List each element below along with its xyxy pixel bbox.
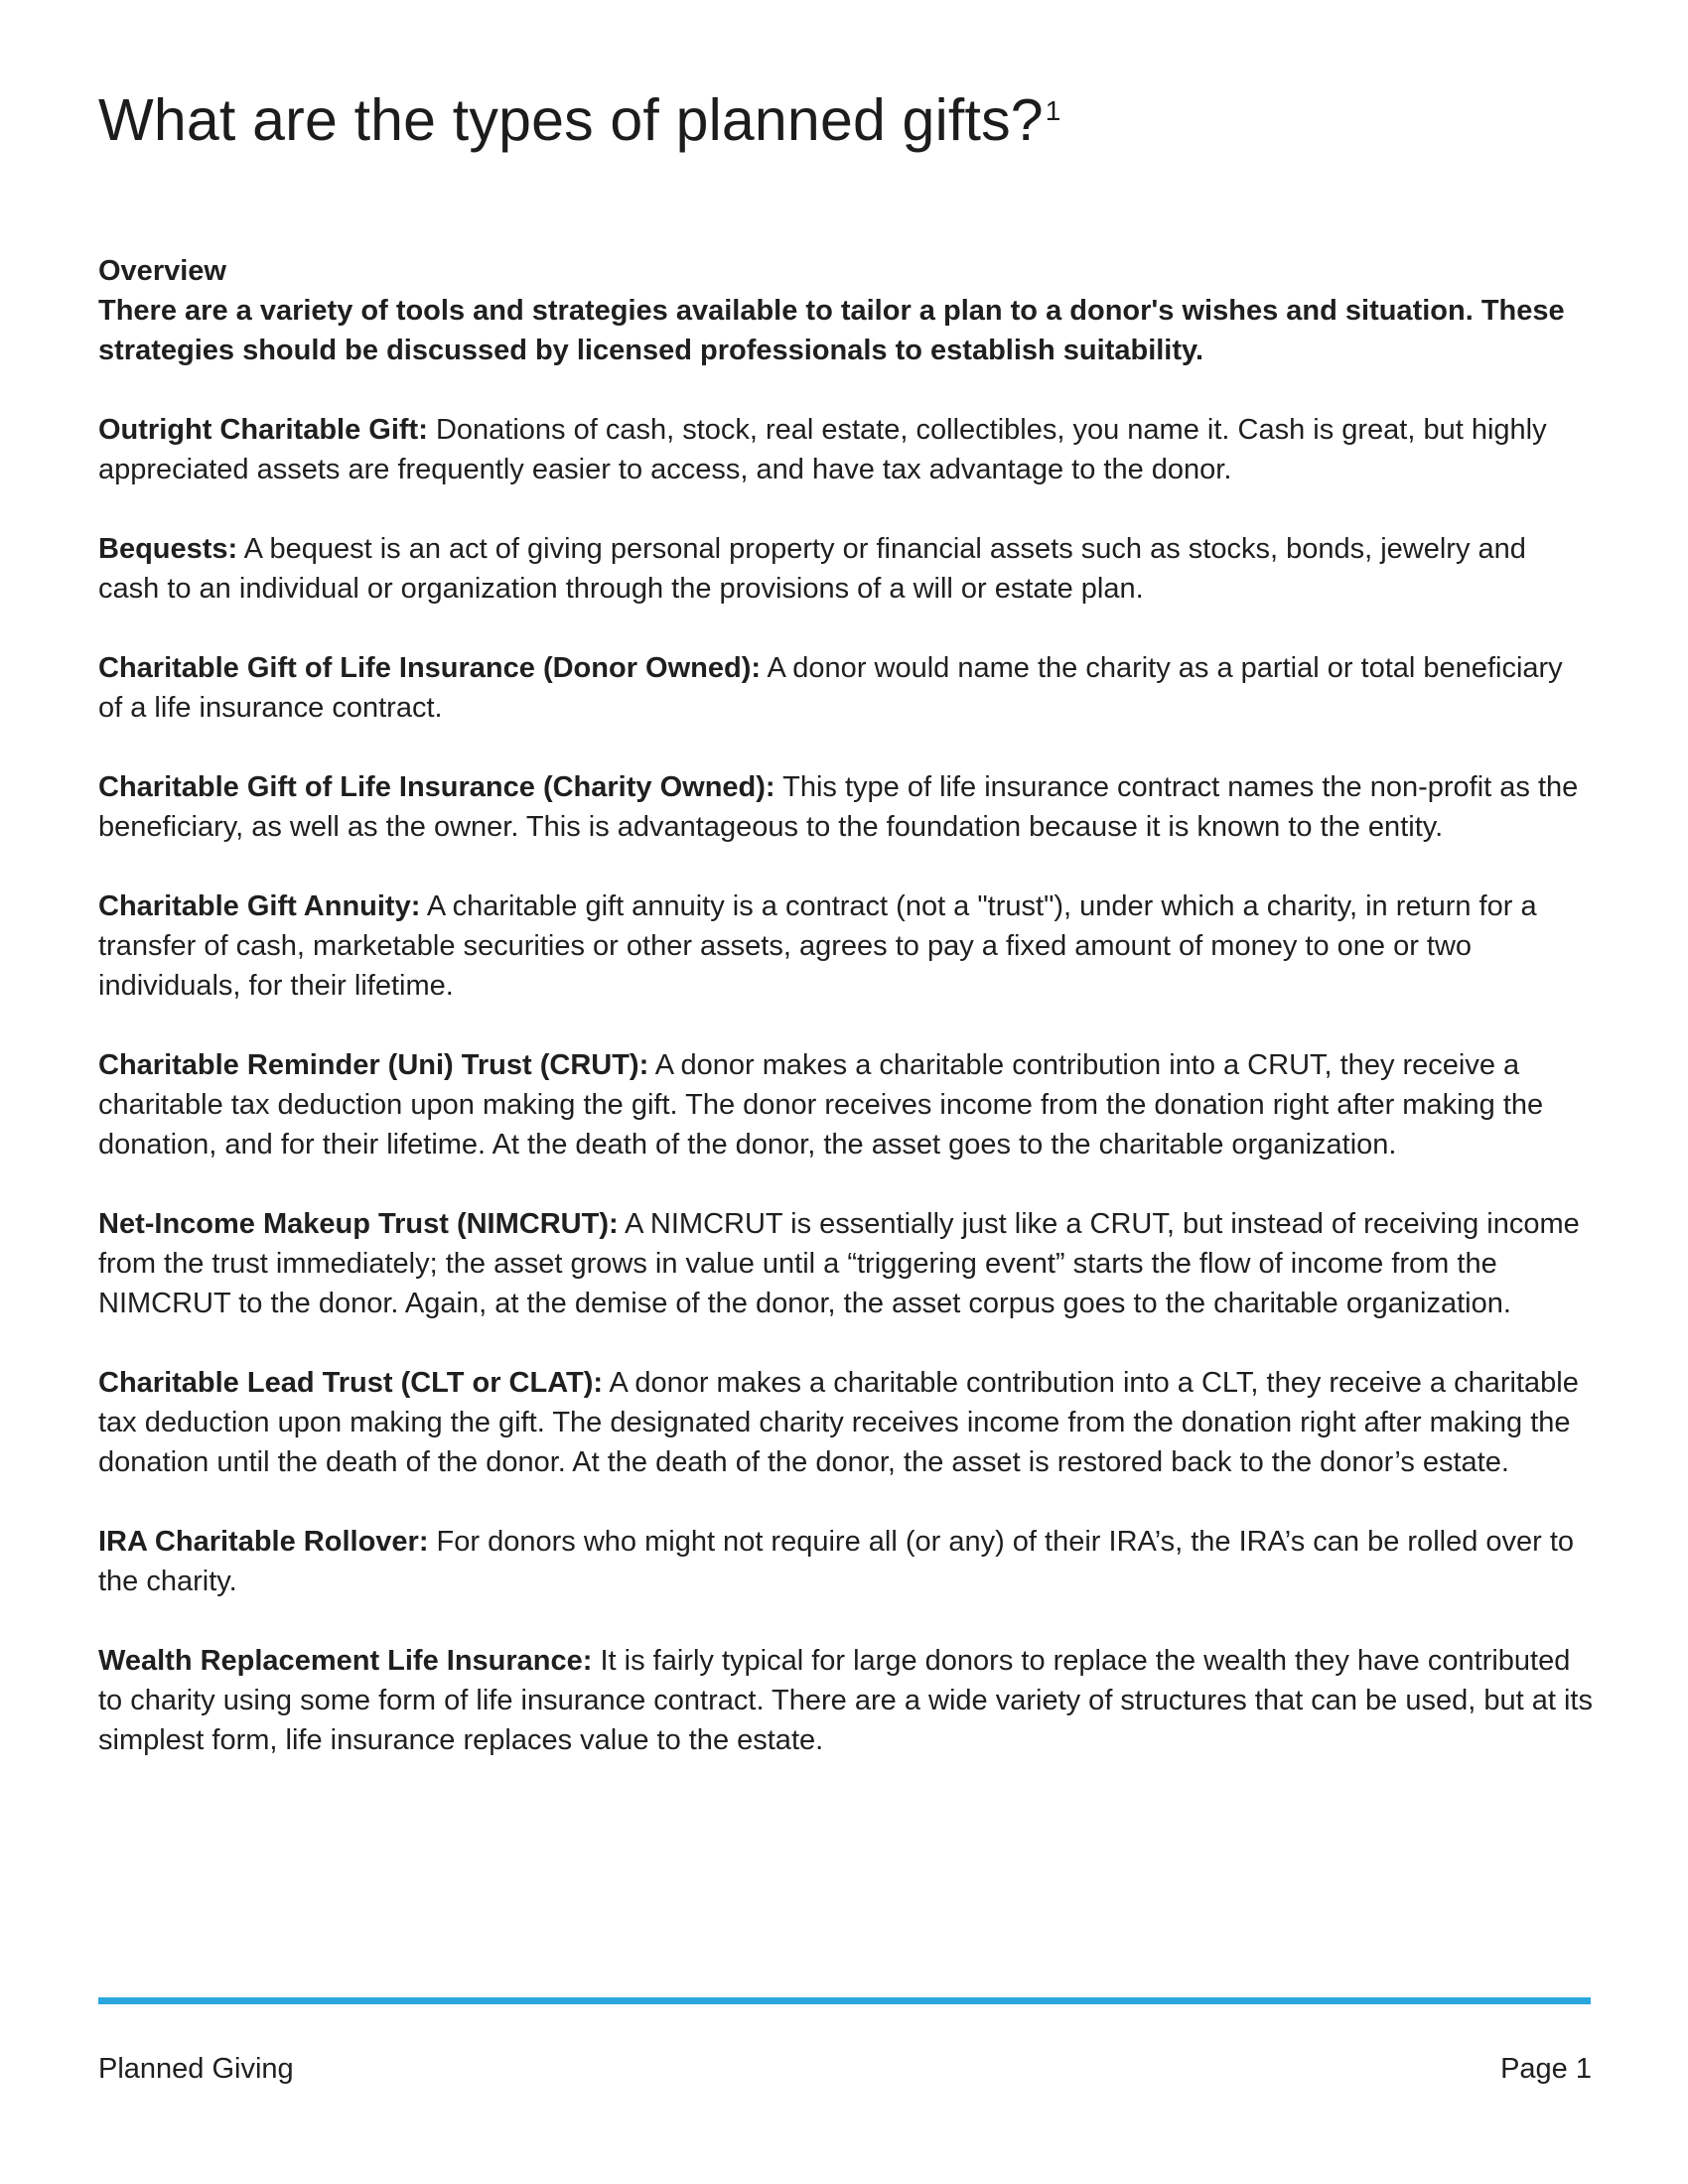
overview-heading: Overview	[98, 255, 226, 287]
gift-clt	[98, 1363, 1593, 1482]
gift-description: It is fairly typical for large donors to replace the wealth they have contributed to charity using some form of life insurance contract. There are a wide variety of structures that can be used, but at its simplest form, life insurance replaces value to the estate.	[98, 1645, 1593, 1756]
gift-description: A charitable gift annuity is a contract (not a "trust"), under which a charity, in return for a transfer of cash, marketable securities or other assets, agrees to pay a fixed amount of money to one or two individuals, for their lifetime.	[98, 890, 1537, 1002]
gift-term: Charitable Reminder (Uni) Trust (CRUT):	[98, 1049, 649, 1081]
gift-description: A bequest is an act of giving personal property or financial assets such as stocks, bonds, jewelry and cash to an individual or organization through the provisions of a will or estate plan.	[98, 533, 1526, 605]
gift-term: Charitable Lead Trust (CLT or CLAT):	[98, 1367, 604, 1399]
gift-ira-rollover	[98, 1522, 1593, 1601]
gift-description: A NIMCRUT is essentially just like a CRUT, but instead of receiving income from the trust immediately; the asset grows in value until a “triggering event” starts the flow of income from the NIMCRUT to the donor. Again, at the demise of the donor, the asset corpus goes to the charitable organization.	[98, 1208, 1580, 1319]
page-title	[98, 87, 1061, 155]
page-title-text: What are the types of planned gifts?	[98, 87, 1044, 153]
gift-term: Wealth Replacement Life Insurance:	[98, 1645, 593, 1677]
gift-term: Charitable Gift of Life Insurance (Donor Owned):	[98, 652, 762, 684]
footnote-mark: 1	[1045, 95, 1061, 126]
gift-term: Charitable Gift Annuity:	[98, 890, 421, 922]
gift-annuity	[98, 887, 1593, 1006]
main-content	[98, 251, 1593, 1800]
gift-description: Donations of cash, stock, real estate, collectibles, you name it. Cash is great, but highly appreciated assets are frequently easier to access, and have tax advantage to the donor.	[98, 414, 1547, 485]
gift-term: IRA Charitable Rollover:	[98, 1526, 429, 1558]
overview-text: There are a variety of tools and strategies available to tailor a plan to a donor's wishes and situation. These strategies should be discussed by licensed professionals to establish suitability.	[98, 295, 1565, 366]
gift-wealth-replacement	[98, 1641, 1593, 1760]
gift-nimcrut	[98, 1204, 1593, 1323]
footer-doc-title: Planned Giving	[98, 2053, 294, 2085]
gift-description: For donors who might not require all (or any) of their IRA’s, the IRA’s can be rolled over to the charity.	[98, 1526, 1575, 1597]
gift-term: Bequests:	[98, 533, 238, 565]
gift-description: This type of life insurance contract names the non-profit as the beneficiary, as well as the owner. This is advantageous to the foundation because it is known to the entity.	[98, 771, 1579, 843]
footer-divider	[98, 1997, 1591, 2004]
gift-crut	[98, 1045, 1593, 1164]
footer-page-number: Page 1	[1500, 2053, 1592, 2085]
gift-description: A donor makes a charitable contribution into a CRUT, they receive a charitable tax deduction upon making the gift. The donor receives income from the donation right after making the donation, and for their lifetime. At the death of the donor, the asset goes to the charitable organization.	[98, 1049, 1544, 1160]
gift-term: Charitable Gift of Life Insurance (Charity Owned):	[98, 771, 775, 803]
gift-term: Net-Income Makeup Trust (NIMCRUT):	[98, 1208, 619, 1240]
gift-description: A donor makes a charitable contribution into a CLT, they receive a charitable tax deduction upon making the gift. The designated charity receives income from the donation right after making the donation until the death of the donor. At the death of the donor, the asset is restored back to the donor’s estate.	[98, 1367, 1579, 1478]
gift-outright	[98, 410, 1593, 489]
gift-life-insurance-charity-owned	[98, 767, 1593, 847]
gift-bequests	[98, 529, 1593, 609]
gift-description: A donor would name the charity as a partial or total beneficiary of a life insurance contract.	[98, 652, 1563, 724]
gift-term: Outright Charitable Gift:	[98, 414, 428, 446]
gift-life-insurance-donor-owned	[98, 648, 1593, 728]
